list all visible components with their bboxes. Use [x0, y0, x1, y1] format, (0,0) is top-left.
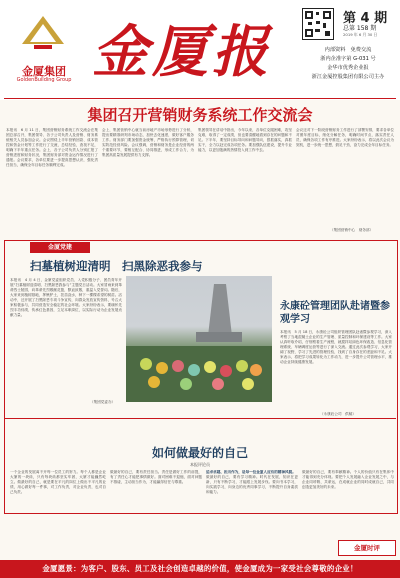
info-line: 内部资料 免费交流	[324, 47, 372, 53]
corner-tag-commentary: 金厦时评	[338, 540, 396, 556]
info-line: 浙江金厦控股集团有限公司主办	[311, 74, 385, 80]
info-line: 浙内企准字第 G-031 号	[320, 56, 376, 62]
lead-article-byline: （集团营销中心 财务部）	[330, 228, 374, 232]
masthead-divider	[4, 98, 396, 99]
vision-footer: 金厦愿景：为客户、股东、员工及社会创造卓越的价值，使金厦成为一家受社会尊敬的企业！	[0, 560, 400, 578]
total-issue-number: 总第 158 期	[343, 25, 377, 32]
party-article-title: 扫墓植树迎清明 扫黑除恶我参与	[30, 259, 203, 273]
publish-date: 2019 年 6 月 30 日	[343, 32, 378, 37]
lead-article-col4: 会议还对下一阶段营销财务工作进行了部署安排，要求各单位对照年度目标，细化分解任务，明确时间节点，落实责任人员，确保各项工作有序推进。大家纷纷表示，将以此次会议为契机，进一步统一思想，鼓足干劲，奋力完成全年目标任务。	[296, 128, 394, 147]
lead-headline: 集团召开营销财务系统工作交流会	[87, 106, 313, 124]
commentary-col2: 做最好的自己，要有责任担当。责任是做好工作的前提，有了责任心才能把事情做好。面对困难不退缩，面对问题不推诿，主动担当作为，才能赢得信任与尊重。	[110, 470, 202, 484]
qr-code-icon	[302, 8, 334, 40]
commentary-col3-text: 做最好的自己，要有学习精神。时代在发展，知识在更新，只有不断学习，才能跟上发展步伐。要向书本学习，向实践学习，向身边的优秀同事学习，不断提升自身素质和能力。	[206, 475, 298, 494]
party-article-byline: （集团党委办）	[90, 400, 116, 404]
commentary-highlight: 追求卓越、担当作为，是每一位金厦人应有的精神风貌。	[206, 470, 296, 474]
group-name-cn: 金厦集团	[22, 65, 66, 78]
commentary-col1: 一个企业的发展离不开每一位员工的努力。每个人都是企业大厦的一块砖，只有每块砖都坚实牢固，大厦才能巍然屹立。做最好的自己，就是要在平凡的岗位上做出不平凡的业绩，用心做好每一件事，对工作负责，对企业负责，也对自己负责。	[10, 470, 106, 494]
issue-number: 第 4 期	[343, 11, 388, 26]
side-article-byline: （永康砼公司 供稿）	[320, 412, 356, 416]
commentary-divider	[4, 418, 396, 419]
section-tag-party: 金厦党建	[30, 242, 90, 253]
side-article-body: 本报讯 5 月 18 日，永康砼公司组织管理团队赴诸暨参观学习，深入考察了当地混凝土企业的生产管理、质量控制和环保建设等工作。大家认真听取介绍，仔细察看生产流程，就搅拌站绿色环保改造、信息化管理系统、车辆调度运营等进行了深入交流。通过此次参观学习，大家开阔了视野，学习了先进的管理经验，找到了自身存在的差距和不足。大家表示，将把学习成果转化为工作动力，进一步提升公司管理水平，推动企业持续健康发展。	[280, 330, 392, 364]
lead-article-col3: 集团领导在讲话中指出，今年以来，各单位克服困难，攻坚克难，取得了一定成绩，但也要清醒地看到存在的问题和不足。下半年，要坚持目标导向和问题导向，狠抓落实，真抓实干，全力以赴完成各项任务。要加强队伍建设，提升专业能力，以更加饱满的热情投入到工作中去。	[198, 128, 292, 152]
commentary-title: 如何做最好的自己	[151, 446, 248, 460]
commentary-col4: 做最好的自己，要有奉献精神。个人的价值只有在集体中才能得到充分体现。要把个人发展融入企业发展之中，与企业同呼吸、共命运，在成就企业的同时成就自己，共同创造更加美好的未来。	[302, 470, 394, 489]
commentary-col3	[206, 470, 298, 556]
party-article-body: 本报讯 4 月 4 日，金厦党委组织党员、入党积极分子、团员青年开展“扫墓植树迎清明、扫黑除恶我参与”主题党日活动。大家冒雨来到革命烈士陵园，向革命先烈敬献花篮，默哀致敬，重温入党誓词。随后，大家来到植树基地，挥锹铲土，扶苗浇水，种下一棵棵希望的树苗。活动中，还开展了扫黑除恶专项斗争宣传，向群众发放宣传资料，号召大家积极参与，共同营造安全稳定的社会环境。大家纷纷表示，要缅怀先烈丰功伟绩，传承红色基因，立足本职岗位，以实际行动为企业发展贡献力量。	[10, 278, 122, 317]
memorial-event-photo	[126, 276, 272, 402]
side-article-title: 永康砼管理团队赴诸暨参观学习	[280, 301, 390, 325]
commentary-author: 本报评论员	[190, 462, 210, 467]
group-logo-icon	[20, 14, 66, 54]
lead-article-col1: 本报讯 6 月 11 日，集团营销财务系统工作交流会在集团总部召开，集团领导、各子公司负责人及营销、财务系统相关人员参加会议。会议围绕上半年营销回款、成本管控和资金计划等工作进行了交流，总结经验，查找不足，明确下半年重点任务。会上，各子公司负责人分别汇报了营销进度和财务状况，集团财务部对资金运作情况进行了通报。会议要求，各单位要进一步提高思想认识，强化责任担当，确保全年目标任务顺利完成。	[6, 128, 98, 167]
group-name-en: GoldenBuilding Group	[16, 77, 72, 83]
lead-article-col2: 会上，集团营销中心就当前房地产市场形势进行了分析，提出要精准研判市场动态，加快去化速度，做好客户服务工作。财务部门要加强资金统筹，严格执行预算管理，切实防范经营风险。会议强调，营销和财务是企业经营的两个重要环节，要相互配合、协同推进，形成工作合力，为集团高质量发展提供有力支撑。	[102, 128, 194, 157]
newspaper-title: 金厦报	[92, 19, 272, 85]
info-line: 金华市优秀企业报	[327, 65, 369, 71]
publication-info	[300, 46, 396, 82]
